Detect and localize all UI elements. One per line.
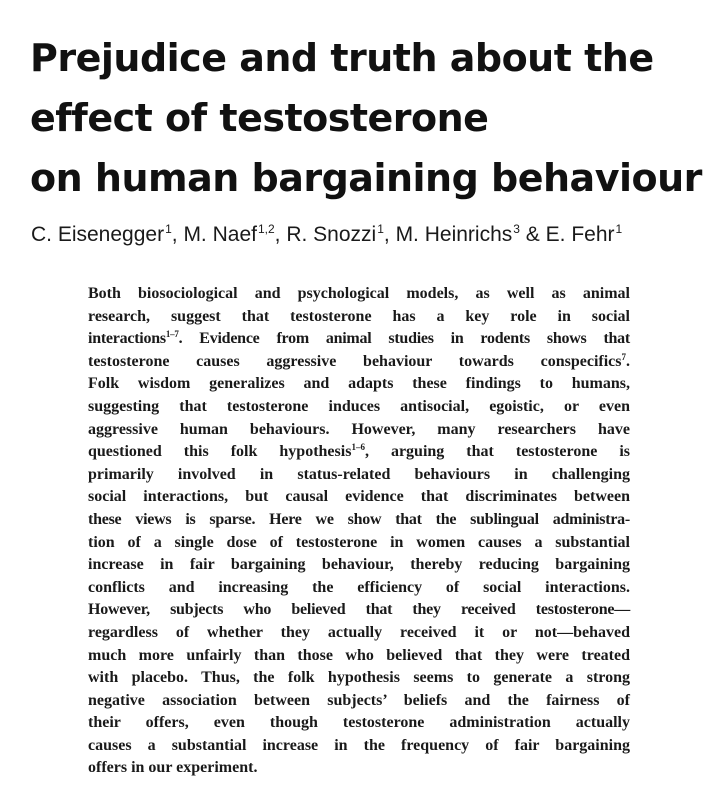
author-name: R. Snozzi (286, 223, 377, 246)
abstract-text: regardless of whether they actually received it or not—behaved (88, 623, 630, 641)
abstract-text: tion of a single dose of testosterone in women causes a substantial (88, 533, 630, 551)
abstract-text: aggressive human behaviours. However, many researchers have (88, 420, 630, 438)
abstract-line (88, 554, 630, 577)
author-affiliation: 1 (377, 222, 384, 236)
abstract-line (88, 396, 630, 419)
author (286, 223, 384, 246)
abstract-line (88, 419, 630, 442)
abstract-text: . Evidence from animal studies in rodents shows that (178, 330, 630, 348)
abstract-text: conflicts and increasing the efficiency of social interactions. (88, 578, 630, 596)
citation-reference: 7 (621, 351, 626, 362)
abstract-text: with placebo. Thus, the folk hypothesis seems to generate a strong (88, 669, 630, 687)
abstract-text: offers in our experiment. (88, 759, 258, 777)
abstract-text: increase in fair bargaining behaviour, thereby reducing bargaining (88, 556, 630, 574)
abstract-text: questioned this folk hypothesis (88, 443, 352, 461)
abstract-line (88, 690, 630, 713)
author-name: E. Fehr (545, 223, 615, 246)
abstract-line (88, 577, 630, 600)
abstract-line (88, 373, 630, 396)
author (396, 223, 520, 246)
abstract-line (88, 464, 630, 487)
abstract-line (88, 328, 630, 351)
author-affiliation: 1,2 (257, 222, 275, 236)
author (31, 223, 172, 246)
author-separator: & (519, 223, 546, 246)
article-title (30, 28, 720, 208)
abstract-line (88, 667, 630, 690)
abstract-text: research, suggest that testosterone has a key role in social (88, 307, 630, 325)
abstract-line (88, 509, 630, 532)
citation-reference: 1–6 (351, 442, 365, 453)
author-separator: , (383, 223, 396, 246)
citation-reference: 1–7 (165, 329, 179, 340)
abstract-text: their offers, even though testosterone administration actually (88, 714, 630, 732)
abstract-text: primarily involved in status-related behaviours in challenging (88, 465, 630, 483)
author-separator: , (274, 223, 287, 246)
abstract-line (88, 645, 630, 668)
title-line: on human bargaining behaviour (30, 156, 702, 200)
author-name: M. Naef (183, 223, 257, 246)
abstract-text: social interactions, but causal evidence that discriminates between (88, 488, 630, 506)
abstract-line (88, 351, 630, 374)
abstract-line (88, 757, 630, 780)
abstract-text: testosterone causes aggressive behaviour towards conspecifics (88, 352, 622, 370)
abstract-line (88, 486, 630, 509)
abstract (88, 283, 630, 780)
abstract-line (88, 532, 630, 555)
author-affiliation: 3 (513, 222, 520, 236)
author-list (31, 220, 711, 250)
author (546, 223, 623, 246)
abstract-line (88, 306, 630, 329)
author-separator: , (171, 223, 184, 246)
abstract-text: , arguing that testosterone is (364, 443, 631, 461)
abstract-text: negative association between subjects’ beliefs and the fairness of (88, 691, 630, 709)
abstract-line (88, 283, 630, 306)
abstract-line (88, 441, 630, 464)
author (183, 223, 274, 246)
abstract-text: these views is sparse. Here we show that the sublingual administra- (88, 510, 630, 528)
abstract-text: However, subjects who believed that they received testosterone— (88, 601, 630, 619)
abstract-text: . (626, 352, 630, 370)
author-name: M. Heinrichs (395, 223, 513, 246)
abstract-text: causes a substantial increase in the frequency of fair bargaining (88, 736, 630, 754)
title-line: effect of testosterone (30, 96, 489, 140)
title-line: Prejudice and truth about the (30, 36, 654, 80)
abstract-text: Both biosociological and psychological models, as well as animal (88, 285, 630, 302)
abstract-line (88, 599, 630, 622)
abstract-line (88, 622, 630, 645)
abstract-text: Folk wisdom generalizes and adapts these findings to humans, (88, 375, 630, 393)
author-affiliation: 1 (615, 222, 623, 236)
author-name: C. Eisenegger (31, 223, 165, 246)
abstract-line (88, 712, 630, 735)
abstract-text: interactions (88, 330, 166, 348)
author-affiliation: 1 (165, 222, 172, 236)
abstract-line (88, 735, 630, 758)
abstract-text: suggesting that testosterone induces antisocial, egoistic, or even (88, 397, 630, 415)
abstract-text: much more unfairly than those who believed that they were treated (88, 646, 630, 664)
